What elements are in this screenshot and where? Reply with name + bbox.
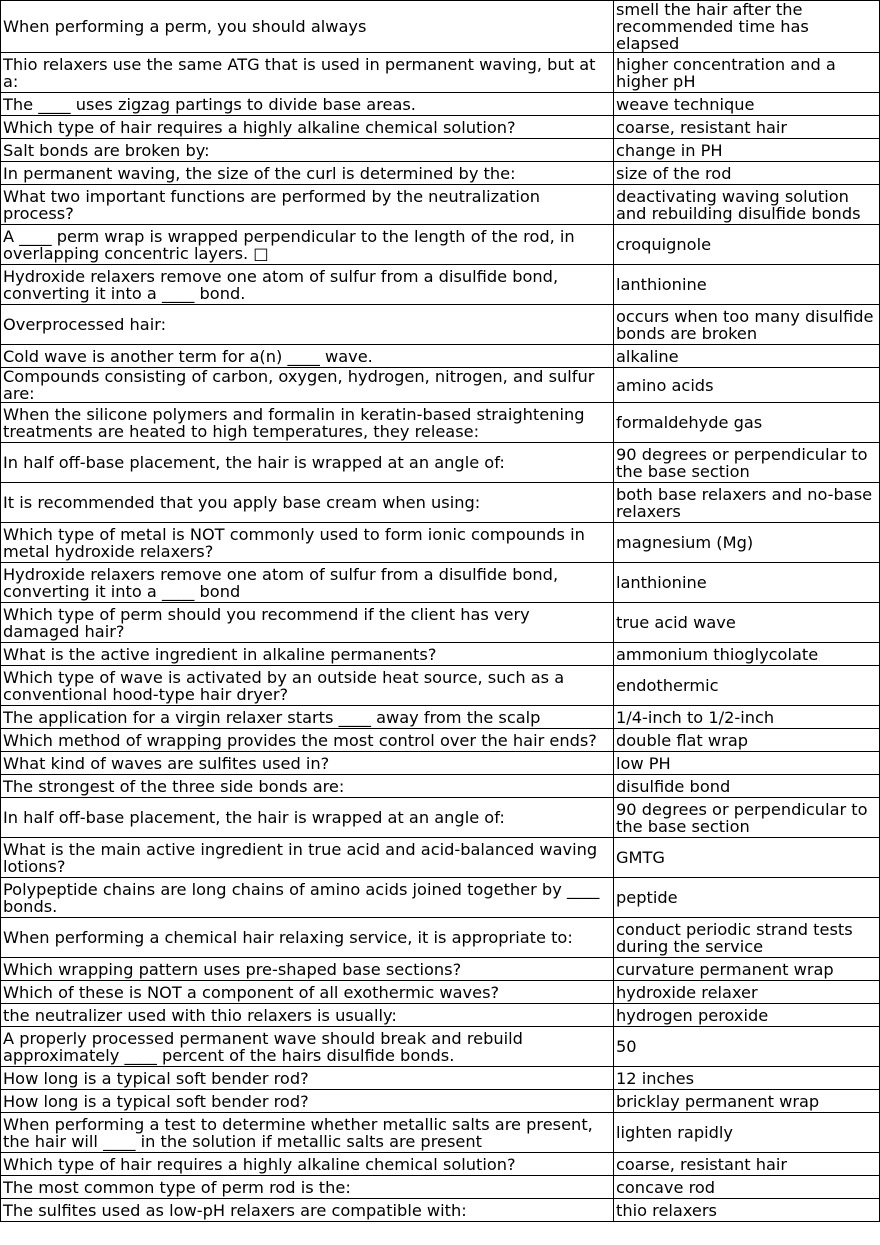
table-row [1, 305, 880, 345]
question-cell: Which of these is NOT a component of all exothermic waves? [1, 981, 614, 1004]
answer-cell: deactivating waving solution and rebuilding disulfide bonds [614, 185, 880, 225]
question-cell: In half off-base placement, the hair is wrapped at an angle of: [1, 443, 614, 483]
question-cell: Which wrapping pattern uses pre-shaped base sections? [1, 958, 614, 981]
answer-cell: alkaline [614, 345, 880, 368]
answer-cell: concave rod [614, 1176, 880, 1199]
answer-cell: magnesium (Mg) [614, 523, 880, 563]
question-cell: The application for a virgin relaxer starts ____ away from the scalp [1, 706, 614, 729]
table-row [1, 368, 880, 403]
question-cell: A ____ perm wrap is wrapped perpendicular to the length of the rod, in overlapping concentric layers. □ [1, 225, 614, 265]
question-cell: When performing a perm, you should always [1, 1, 614, 53]
question-cell: What is the active ingredient in alkaline permanents? [1, 643, 614, 666]
answer-cell: true acid wave [614, 603, 880, 643]
table-row [1, 775, 880, 798]
answer-cell: 90 degrees or perpendicular to the base section [614, 443, 880, 483]
table-row [1, 918, 880, 958]
question-cell: the neutralizer used with thio relaxers is usually: [1, 1004, 614, 1027]
question-cell: Which type of metal is NOT commonly used to form ionic compounds in metal hydroxide relaxers? [1, 523, 614, 563]
question-cell: Hydroxide relaxers remove one atom of sulfur from a disulfide bond, converting it into a ____ bond [1, 563, 614, 603]
question-cell: The sulfites used as low-pH relaxers are compatible with: [1, 1199, 614, 1222]
table-row [1, 1199, 880, 1222]
table-row [1, 981, 880, 1004]
answer-cell: curvature permanent wrap [614, 958, 880, 981]
table-row [1, 225, 880, 265]
table-row [1, 483, 880, 523]
answer-cell: occurs when too many disulfide bonds are broken [614, 305, 880, 345]
question-cell: Overprocessed hair: [1, 305, 614, 345]
table-row [1, 116, 880, 139]
answer-cell: 1/4-inch to 1/2-inch [614, 706, 880, 729]
question-cell: Which type of wave is activated by an outside heat source, such as a conventional hood-type hair dryer? [1, 666, 614, 706]
table-row [1, 729, 880, 752]
question-cell: Which type of hair requires a highly alkaline chemical solution? [1, 1153, 614, 1176]
answer-cell: smell the hair after the recommended time has elapsed [614, 1, 880, 53]
answer-cell: higher concentration and a higher pH [614, 53, 880, 93]
question-cell: Compounds consisting of carbon, oxygen, hydrogen, nitrogen, and sulfur are: [1, 368, 614, 403]
question-cell: The strongest of the three side bonds are: [1, 775, 614, 798]
answer-cell: both base relaxers and no-base relaxers [614, 483, 880, 523]
answer-cell: hydrogen peroxide [614, 1004, 880, 1027]
answer-cell: lanthionine [614, 265, 880, 305]
answer-cell: double flat wrap [614, 729, 880, 752]
answer-cell: amino acids [614, 368, 880, 403]
answer-cell: 12 inches [614, 1067, 880, 1090]
question-cell: It is recommended that you apply base cream when using: [1, 483, 614, 523]
answer-cell: croquignole [614, 225, 880, 265]
question-cell: In half off-base placement, the hair is wrapped at an angle of: [1, 798, 614, 838]
answer-cell: low PH [614, 752, 880, 775]
question-cell: Which method of wrapping provides the most control over the hair ends? [1, 729, 614, 752]
table-row [1, 706, 880, 729]
question-cell: How long is a typical soft bender rod? [1, 1067, 614, 1090]
table-row [1, 798, 880, 838]
question-cell: The ____ uses zigzag partings to divide base areas. [1, 93, 614, 116]
table-row [1, 139, 880, 162]
table-row [1, 1090, 880, 1113]
question-cell: How long is a typical soft bender rod? [1, 1090, 614, 1113]
question-cell: Which type of hair requires a highly alkaline chemical solution? [1, 116, 614, 139]
answer-cell: weave technique [614, 93, 880, 116]
table-row [1, 1067, 880, 1090]
answer-cell: disulfide bond [614, 775, 880, 798]
table-row [1, 838, 880, 878]
question-cell: Which type of perm should you recommend if the client has very damaged hair? [1, 603, 614, 643]
table-row [1, 403, 880, 443]
question-cell: The most common type of perm rod is the: [1, 1176, 614, 1199]
table-row [1, 878, 880, 918]
answer-cell: GMTG [614, 838, 880, 878]
question-cell: Cold wave is another term for a(n) ____ wave. [1, 345, 614, 368]
table-row [1, 53, 880, 93]
table-row [1, 563, 880, 603]
table-row [1, 443, 880, 483]
answer-cell: peptide [614, 878, 880, 918]
table-row [1, 1027, 880, 1067]
table-row [1, 1113, 880, 1153]
table-row [1, 958, 880, 981]
answer-cell: 50 [614, 1027, 880, 1067]
flashcard-table-body [1, 1, 880, 1222]
answer-cell: ammonium thioglycolate [614, 643, 880, 666]
table-row [1, 162, 880, 185]
question-cell: Salt bonds are broken by: [1, 139, 614, 162]
answer-cell: thio relaxers [614, 1199, 880, 1222]
question-cell: What is the main active ingredient in true acid and acid-balanced waving lotions? [1, 838, 614, 878]
question-cell: When performing a chemical hair relaxing service, it is appropriate to: [1, 918, 614, 958]
table-row [1, 93, 880, 116]
question-cell: In permanent waving, the size of the curl is determined by the: [1, 162, 614, 185]
table-row [1, 752, 880, 775]
question-cell: When performing a test to determine whether metallic salts are present, the hair will ____ in the solution if metallic salts are present [1, 1113, 614, 1153]
table-row [1, 345, 880, 368]
answer-cell: coarse, resistant hair [614, 116, 880, 139]
answer-cell: 90 degrees or perpendicular to the base section [614, 798, 880, 838]
question-cell: Hydroxide relaxers remove one atom of sulfur from a disulfide bond, converting it into a ____ bond. [1, 265, 614, 305]
question-cell: What two important functions are performed by the neutralization process? [1, 185, 614, 225]
answer-cell: lighten rapidly [614, 1113, 880, 1153]
question-cell: A properly processed permanent wave should break and rebuild approximately ____ percent of the hairs disulfide bonds. [1, 1027, 614, 1067]
answer-cell: conduct periodic strand tests during the service [614, 918, 880, 958]
question-cell: Polypeptide chains are long chains of amino acids joined together by ____ bonds. [1, 878, 614, 918]
table-row [1, 1153, 880, 1176]
table-row [1, 603, 880, 643]
answer-cell: formaldehyde gas [614, 403, 880, 443]
table-row [1, 1176, 880, 1199]
answer-cell: coarse, resistant hair [614, 1153, 880, 1176]
answer-cell: size of the rod [614, 162, 880, 185]
table-row [1, 1, 880, 53]
answer-cell: hydroxide relaxer [614, 981, 880, 1004]
table-row [1, 1004, 880, 1027]
answer-cell: endothermic [614, 666, 880, 706]
table-row [1, 643, 880, 666]
question-cell: When the silicone polymers and formalin in keratin-based straightening treatments are heated to high temperatures, they release: [1, 403, 614, 443]
table-row [1, 185, 880, 225]
question-cell: Thio relaxers use the same ATG that is used in permanent waving, but at a: [1, 53, 614, 93]
answer-cell: lanthionine [614, 563, 880, 603]
table-row [1, 523, 880, 563]
question-cell: What kind of waves are sulfites used in? [1, 752, 614, 775]
answer-cell: change in PH [614, 139, 880, 162]
table-row [1, 666, 880, 706]
table-row [1, 265, 880, 305]
answer-cell: bricklay permanent wrap [614, 1090, 880, 1113]
